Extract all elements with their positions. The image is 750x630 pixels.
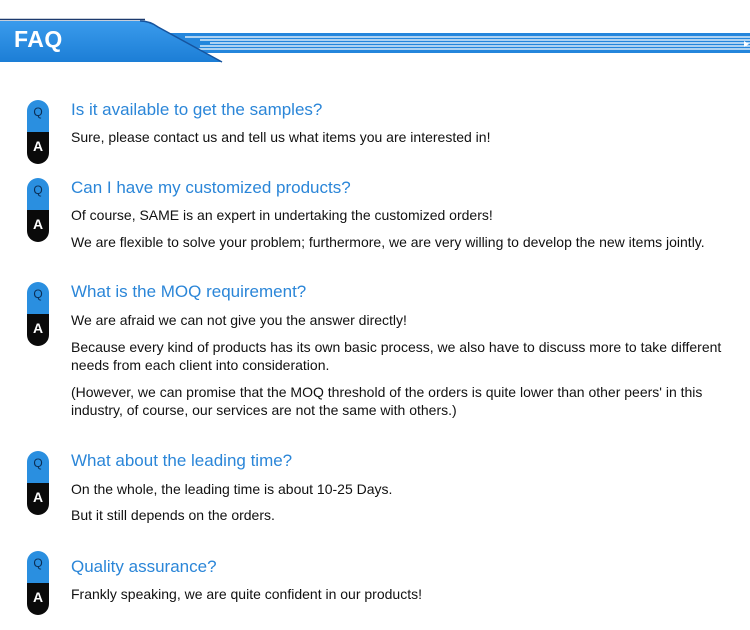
answer-badge-letter: A	[32, 138, 44, 154]
question-badge-letter: Q	[33, 556, 43, 570]
question-badge-letter: Q	[33, 287, 43, 301]
faq-question: Quality assurance?	[71, 557, 217, 576]
answer-badge-letter: A	[32, 489, 44, 505]
faq-question: What is the MOQ requirement?	[71, 282, 307, 301]
answer-badge-letter: A	[32, 216, 44, 232]
qa-badge	[27, 282, 49, 346]
faq-header	[0, 0, 750, 70]
faq-answer: We are afraid we can not give you the answer directly!	[71, 312, 407, 328]
faq-answer: Frankly speaking, we are quite confident in our products!	[71, 586, 422, 602]
qa-badge	[27, 100, 49, 164]
faq-answer: Sure, please contact us and tell us what items you are interested in!	[71, 129, 491, 145]
faq-answer: Of course, SAME is an expert in undertaking the customized orders!	[71, 207, 493, 223]
header-banner-graphic	[0, 0, 750, 70]
question-badge	[27, 178, 49, 210]
answer-badge	[27, 483, 49, 515]
question-badge-letter: Q	[33, 105, 43, 119]
faq-question: Is it available to get the samples?	[71, 100, 323, 119]
question-badge-letter: Q	[33, 183, 43, 197]
faq-answer: But it still depends on the orders.	[71, 507, 275, 523]
answer-badge-letter: A	[32, 320, 44, 336]
answer-badge-letter: A	[32, 589, 44, 605]
qa-badge	[27, 178, 49, 242]
question-badge	[27, 100, 49, 132]
answer-badge	[27, 583, 49, 615]
qa-badge	[27, 551, 49, 615]
answer-badge	[27, 132, 49, 164]
faq-answer: We are flexible to solve your problem; furthermore, we are very willing to develop the new items jointly.	[71, 234, 705, 250]
question-badge	[27, 451, 49, 483]
qa-badge	[27, 451, 49, 515]
faq-title: FAQ	[14, 26, 63, 52]
question-badge	[27, 551, 49, 583]
answer-badge	[27, 314, 49, 346]
faq-answer: Because every kind of products has its own basic process, we also have to discuss more to take different needs from each client into consideration.	[71, 339, 722, 373]
answer-badge	[27, 210, 49, 242]
faq-question: What about the leading time?	[71, 451, 293, 470]
question-badge	[27, 282, 49, 314]
faq-answer: (However, we can promise that the MOQ threshold of the orders is quite lower than other peers' in this industry, of course, our services are not the same with others.)	[71, 384, 703, 418]
question-badge-letter: Q	[33, 456, 43, 470]
faq-answer: On the whole, the leading time is about 10-25 Days.	[71, 481, 393, 497]
faq-question: Can I have my customized products?	[71, 178, 351, 197]
